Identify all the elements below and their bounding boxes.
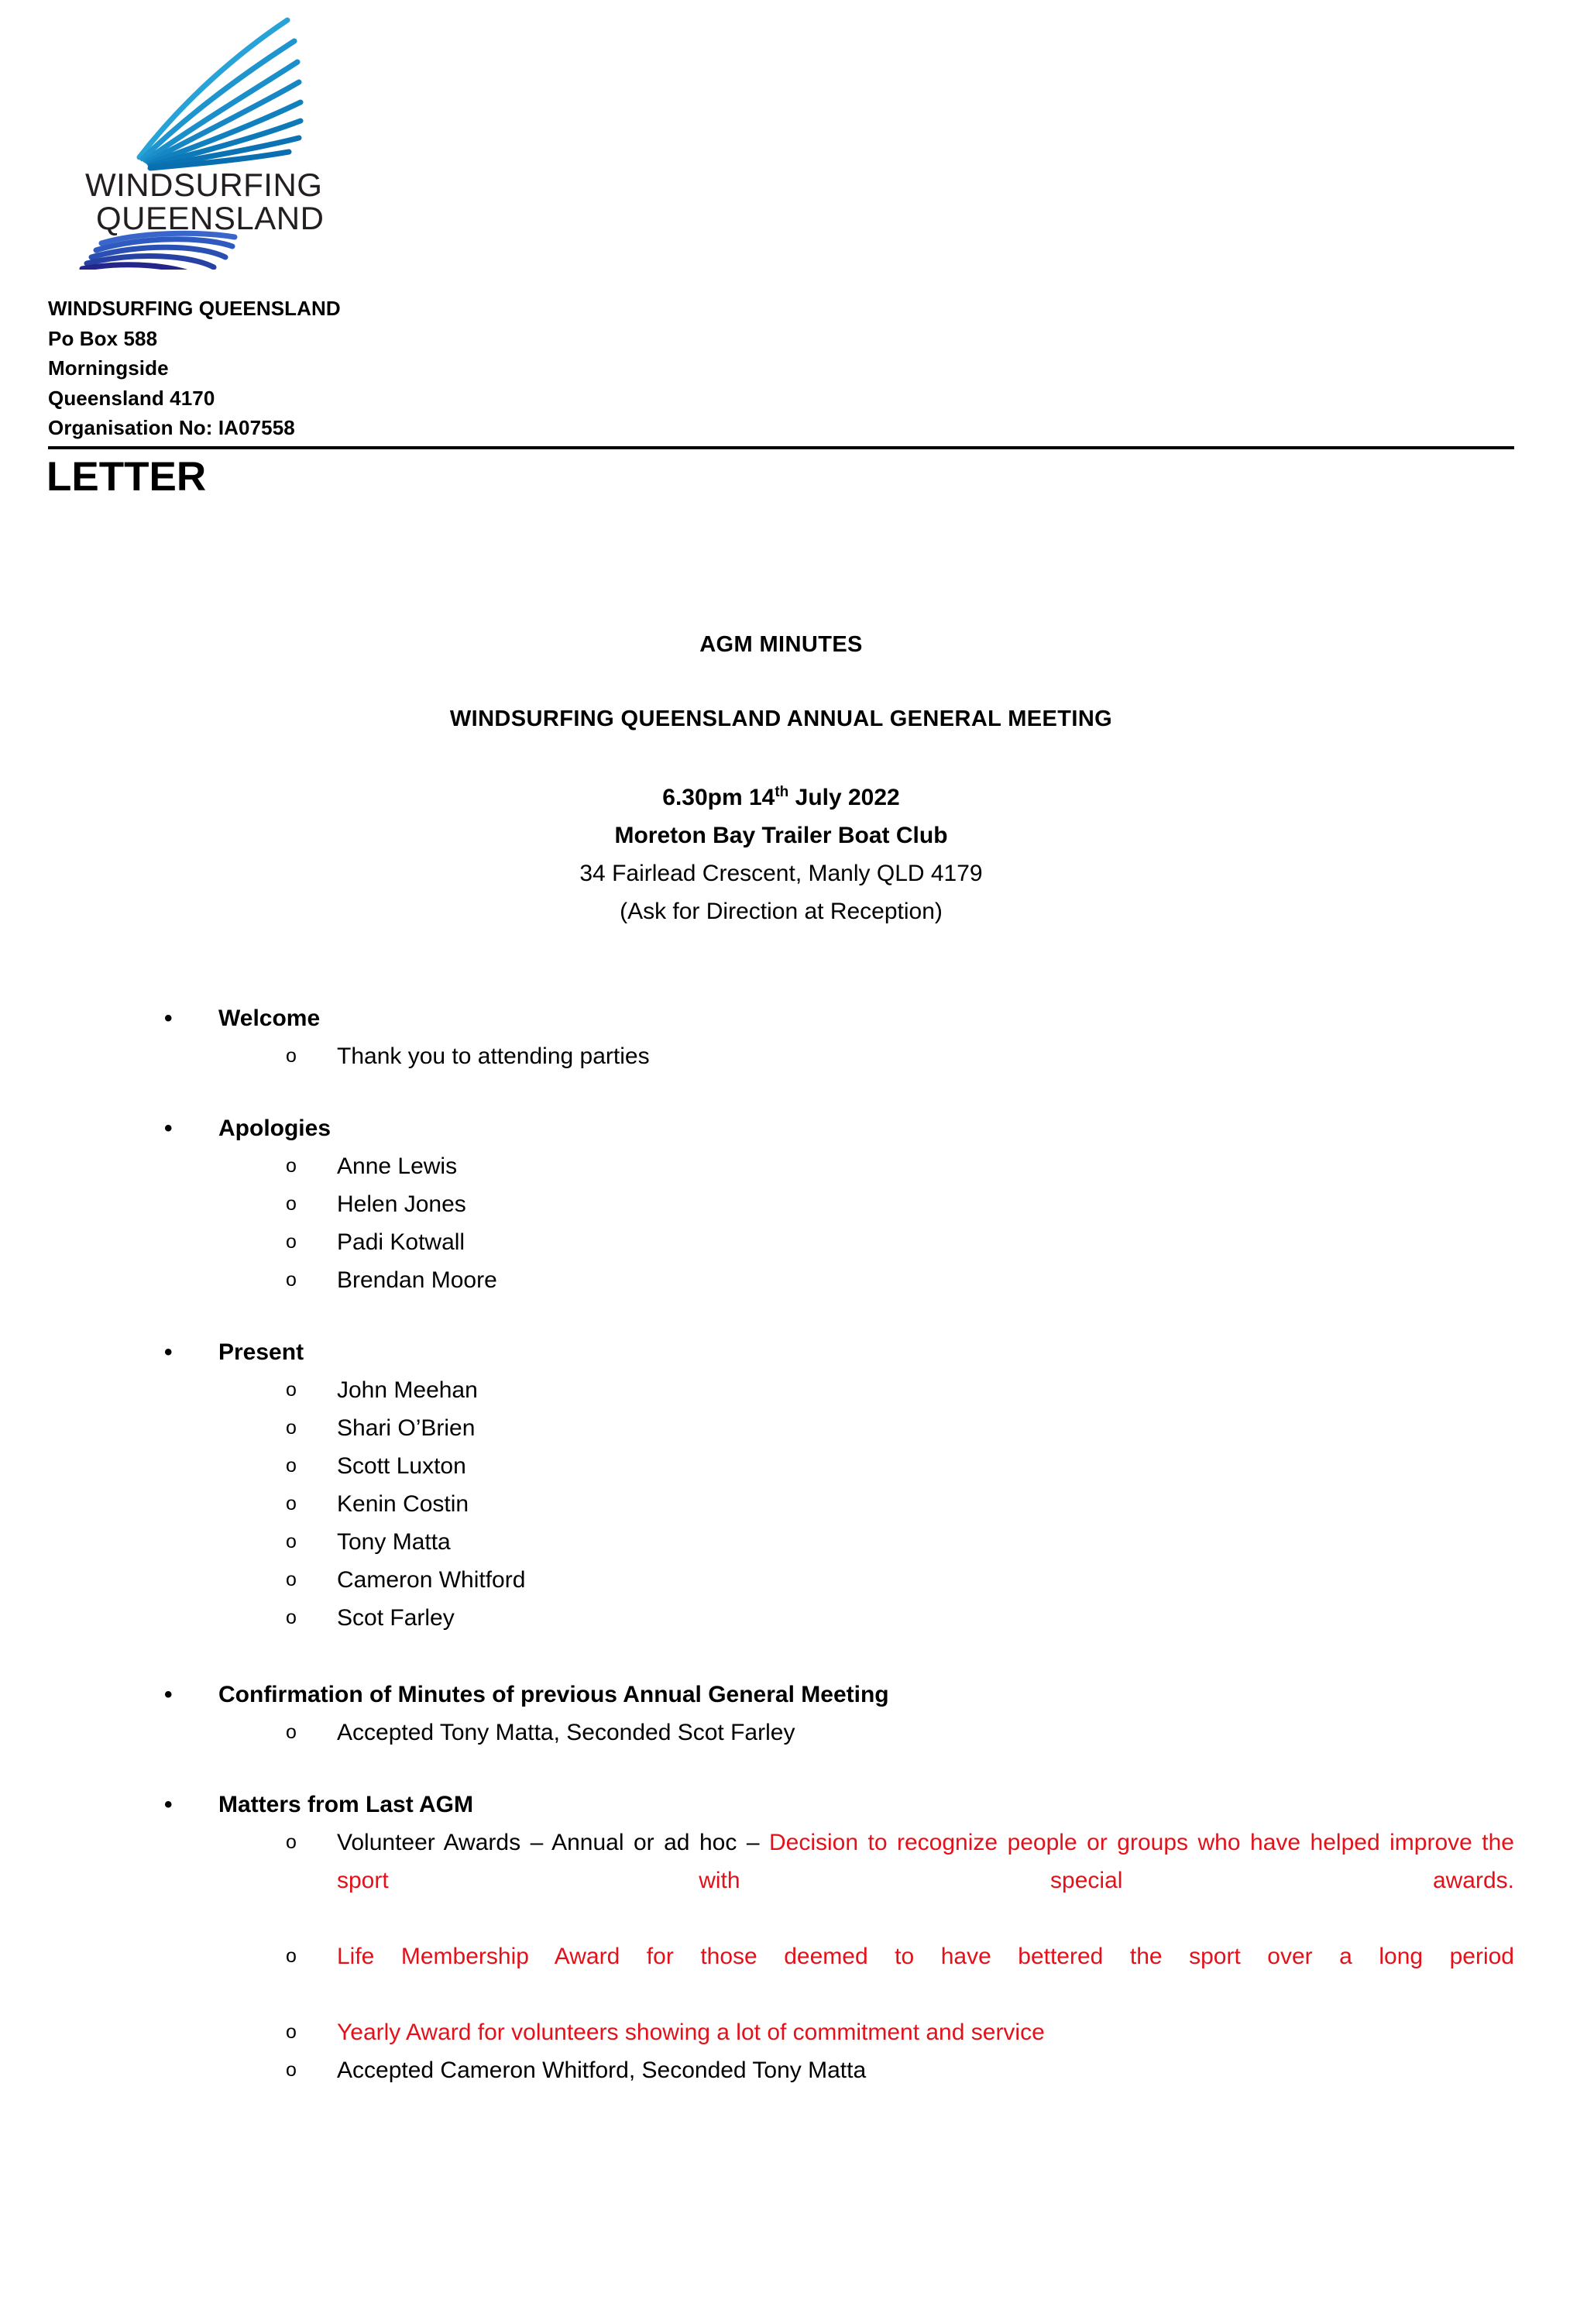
list-item bbox=[48, 1185, 1514, 1223]
section-heading-label: Confirmation of Minutes of previous Annual General Meeting bbox=[218, 1682, 889, 1707]
logo-graphic bbox=[68, 6, 324, 270]
bullet-marker-level2: o bbox=[286, 1045, 297, 1067]
letterhead-line-suburb: Morningside bbox=[48, 356, 169, 380]
section-heading-label: Matters from Last AGM bbox=[218, 1792, 473, 1817]
bullet-marker-level2: o bbox=[286, 1193, 297, 1215]
list-item bbox=[48, 1261, 1514, 1299]
logo-text-windsurfing: WINDSURFING bbox=[85, 167, 323, 203]
letterhead-line-pobox: Po Box 588 bbox=[48, 326, 158, 350]
list-item bbox=[48, 2051, 1514, 2089]
bullet-marker-level1: • bbox=[164, 1792, 173, 1817]
section-heading-label: Welcome bbox=[218, 1006, 321, 1031]
list-item-label: Shari O’Brien bbox=[337, 1415, 476, 1441]
logo-text-queensland: QUEENSLAND bbox=[96, 200, 324, 236]
bullet-marker-level2: o bbox=[286, 1379, 297, 1401]
bullet-marker-level2: o bbox=[286, 1493, 297, 1514]
bullet-marker-level2: o bbox=[286, 1269, 297, 1291]
letterhead-line-orgno: Organisation No: IA07558 bbox=[48, 416, 295, 439]
bullet-marker-level2: o bbox=[286, 2021, 297, 2043]
list-item bbox=[48, 1037, 1514, 1075]
list-item-label-red: Decision to recognize people or groups who have helped improve the sport with special awards. bbox=[337, 1830, 1514, 1893]
section-confirmation-of-minutes bbox=[48, 1676, 1514, 1752]
letterhead-address-block bbox=[48, 294, 1520, 443]
list-item bbox=[48, 1447, 1514, 1485]
section-heading-apologies bbox=[48, 1109, 1514, 1147]
title-block bbox=[48, 631, 1514, 930]
meeting-address: 34 Fairlead Crescent, Manly QLD 4179 bbox=[579, 861, 983, 886]
bullet-marker-level2: o bbox=[286, 1721, 297, 1743]
bullet-marker-level2: o bbox=[286, 1531, 297, 1552]
list-item-label: Padi Kotwall bbox=[337, 1229, 465, 1255]
title-gap-2 bbox=[48, 732, 1514, 779]
list-item-label: Helen Jones bbox=[337, 1191, 466, 1217]
bullet-marker-level2: o bbox=[286, 1417, 297, 1439]
list-item-label: Life Membership Award for those deemed to have bettered the sport over a long period bbox=[337, 1944, 1514, 1969]
section-spacer bbox=[48, 1637, 1514, 1676]
list-item-label: Anne Lewis bbox=[337, 1153, 458, 1179]
section-heading-label: Apologies bbox=[218, 1116, 331, 1141]
section-heading-welcome bbox=[48, 999, 1514, 1037]
wave-icon bbox=[82, 233, 235, 270]
list-item-label: Scott Luxton bbox=[337, 1453, 466, 1479]
bullet-marker-level2: o bbox=[286, 1455, 297, 1477]
page-title: AGM MINUTES bbox=[699, 632, 863, 657]
list-item bbox=[48, 2013, 1514, 2051]
bullet-marker-level1: • bbox=[164, 1339, 173, 1365]
list-item bbox=[48, 1371, 1514, 1409]
list-item bbox=[48, 1485, 1514, 1523]
bullet-marker-level2: o bbox=[286, 1155, 297, 1177]
list-item-label: Accepted Tony Matta, Seconded Scot Farley bbox=[337, 1720, 795, 1745]
sail-icon bbox=[139, 20, 301, 168]
list-item bbox=[48, 1599, 1514, 1637]
minutes-outline bbox=[48, 999, 1514, 2089]
list-item-label: Tony Matta bbox=[337, 1529, 451, 1555]
meeting-datetime bbox=[48, 779, 1514, 816]
meeting-note: (Ask for Direction at Reception) bbox=[620, 899, 943, 924]
title-gap-1 bbox=[48, 658, 1514, 706]
bullet-marker-level1: • bbox=[164, 1682, 173, 1707]
header-divider bbox=[48, 446, 1514, 449]
section-welcome bbox=[48, 999, 1514, 1075]
section-heading-label: Present bbox=[218, 1339, 304, 1365]
list-item-label: Cameron Whitford bbox=[337, 1567, 526, 1593]
list-item-label: John Meehan bbox=[337, 1377, 478, 1403]
letterhead-line-org: WINDSURFING QUEENSLAND bbox=[48, 297, 341, 320]
section-heading-present bbox=[48, 1333, 1514, 1371]
list-item-label: Thank you to attending parties bbox=[337, 1043, 650, 1069]
bullet-marker-level2: o bbox=[286, 1231, 297, 1253]
section-apologies bbox=[48, 1109, 1514, 1299]
list-item bbox=[48, 1561, 1514, 1599]
list-item-label: Brendan Moore bbox=[337, 1267, 497, 1293]
bullet-marker-level2: o bbox=[286, 1607, 297, 1628]
bullet-marker-level2: o bbox=[286, 1945, 297, 1967]
meeting-date-ordinal: th bbox=[775, 784, 789, 800]
list-item bbox=[48, 1523, 1514, 1561]
section-present bbox=[48, 1333, 1514, 1637]
list-item bbox=[48, 1409, 1514, 1447]
list-item-label: Scot Farley bbox=[337, 1605, 455, 1631]
list-item-label: Kenin Costin bbox=[337, 1491, 469, 1517]
letterhead-line-state: Queensland 4170 bbox=[48, 386, 215, 410]
windsurfing-queensland-logo bbox=[68, 6, 324, 270]
list-item bbox=[48, 1714, 1514, 1752]
bullet-marker-level1: • bbox=[164, 1006, 173, 1031]
list-item-label-black: Volunteer Awards – Annual or ad hoc – bbox=[337, 1830, 769, 1855]
meeting-venue: Moreton Bay Trailer Boat Club bbox=[614, 823, 948, 848]
list-item bbox=[48, 1937, 1514, 2013]
document-type-label: LETTER bbox=[46, 454, 207, 500]
list-item bbox=[48, 1147, 1514, 1185]
list-item bbox=[48, 1223, 1514, 1261]
list-item bbox=[48, 1824, 1514, 1937]
logo-wordmark bbox=[85, 167, 324, 236]
section-heading-matters bbox=[48, 1786, 1514, 1824]
bullet-marker-level2: o bbox=[286, 2059, 297, 2081]
meeting-datetime-suffix: July 2022 bbox=[788, 785, 900, 810]
section-heading-confirmation bbox=[48, 1676, 1514, 1714]
page-subtitle: WINDSURFING QUEENSLAND ANNUAL GENERAL MEETING bbox=[449, 706, 1113, 731]
meeting-datetime-prefix: 6.30pm 14 bbox=[662, 785, 775, 810]
bullet-marker-level2: o bbox=[286, 1569, 297, 1590]
list-item-label: Accepted Cameron Whitford, Seconded Tony Matta bbox=[337, 2058, 867, 2083]
bullet-marker-level1: • bbox=[164, 1116, 173, 1141]
bullet-marker-level2: o bbox=[286, 1831, 297, 1853]
section-matters-from-last-agm bbox=[48, 1786, 1514, 2089]
list-item-label: Yearly Award for volunteers showing a lot of commitment and service bbox=[337, 2020, 1045, 2045]
